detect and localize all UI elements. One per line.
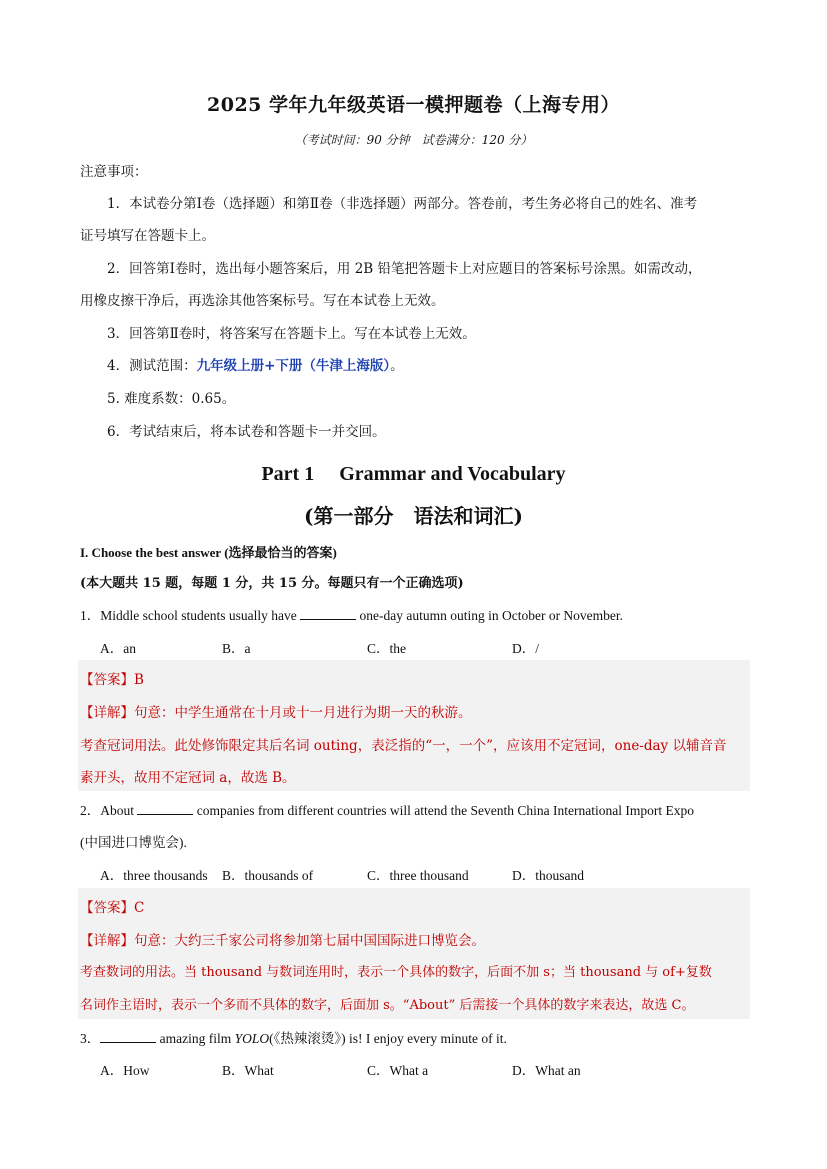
question-1-answer: 【答案】B (80, 672, 144, 688)
exam-info: （考试时间：90 分钟 试卷满分：120 分） (294, 133, 533, 147)
question-1-option-b: B．a (222, 641, 251, 656)
part-title: Part 1 Grammar and Vocabulary (261, 463, 566, 485)
question-2-option-c: C．three thousand (367, 868, 469, 883)
question-1-stem (80, 604, 623, 624)
question-3-text-c: (《热辣滚烫》) is! I enjoy every minute of it. (269, 1031, 507, 1046)
notice-item-1b: 证号填写在答题卡上。 (80, 228, 215, 244)
question-2-text-a: 2．About (80, 803, 138, 818)
notice-item-3: 3．回答第Ⅱ卷时，将答案写在答题卡上。写在本试卷上无效。 (107, 326, 476, 342)
question-3-option-c: C．What a (367, 1063, 429, 1078)
question-3-stem (80, 1027, 507, 1047)
question-2-text-b: companies from different countries will attend the Seventh China International Import Expo (193, 803, 694, 818)
question-3-option-b: B．What (222, 1063, 274, 1078)
notice-item-4-prefix: 4．测试范围： (107, 358, 197, 374)
section-title: I. Choose the best answer (选择最恰当的答案) (80, 545, 337, 560)
question-2-detail-2: 考查数词的用法。当 thousand 与数词连用时，表示一个具体的数字，后面不加 s；当 thousand 与 of+复数 (80, 965, 712, 980)
question-1-detail-1: 【详解】句意：中学生通常在十月或十一月进行为期一天的秋游。 (80, 705, 472, 721)
question-2-option-b: B．thousands of (222, 868, 314, 883)
notice-item-4 (107, 356, 777, 376)
question-2-detail-1: 【详解】句意：大约三千家公司将参加第七届中国国际进口博览会。 (80, 933, 485, 949)
part-subtitle: (第一部分 语法和词汇) (304, 504, 523, 528)
answer-blank (300, 607, 356, 620)
notice-item-4-suffix: 。 (390, 358, 404, 374)
notice-item-1a: 1．本试卷分第Ⅰ卷（选择题）和第Ⅱ卷（非选择题）两部分。答卷前，考生务必将自己的姓名、准考 (107, 196, 698, 212)
notice-heading: 注意事项： (80, 164, 148, 180)
question-1-option-c: C．the (367, 641, 406, 656)
test-range: 九年级上册+下册（牛津上海版） (196, 358, 391, 374)
answer-blank (137, 802, 193, 815)
question-1-detail-2: 考查冠词用法。此处修饰限定其后名词 outing，表泛指的“一，一个”，应该用不定冠词，one-day 以辅音音 (80, 738, 727, 754)
section-instructions: (本大题共 15 题，每题 1 分，共 15 分。每题只有一个正确选项) (80, 576, 464, 591)
notice-item-2a: 2．回答第Ⅰ卷时，选出每小题答案后，用 2B 铅笔把答题卡上对应题目的答案标号涂黑。如需改动， (107, 261, 702, 277)
question-1-option-a: A．an (100, 641, 136, 656)
question-3-option-a: A．How (100, 1063, 150, 1078)
question-1-option-d: D．/ (512, 641, 539, 656)
notice-item-2b: 用橡皮擦干净后，再选涂其他答案标号。写在本试卷上无效。 (80, 293, 445, 309)
question-3-text-a: 3． (80, 1031, 101, 1046)
notice-item-6: 6．考试结束后，将本试卷和答题卡一并交回。 (107, 424, 386, 440)
question-1-text-b: one-day autumn outing in October or November. (356, 608, 624, 623)
film-title: YOLO (234, 1031, 270, 1046)
page-title: 2025 学年九年级英语一模押题卷（上海专用） (207, 94, 620, 116)
question-1-text-a: 1．Middle school students usually have (80, 608, 301, 623)
question-2-detail-3: 名词作主语时，表示一个多而不具体的数字，后面加 s。“About” 后需接一个具体的数字来表达，故选 C。 (80, 998, 695, 1013)
question-1-detail-3: 素开头，故用不定冠词 a，故选 B。 (80, 770, 296, 786)
question-2-answer: 【答案】C (80, 900, 145, 916)
notice-item-5: 5. 难度系数：0.65。 (107, 391, 236, 407)
question-2-stem (80, 799, 694, 819)
answer-blank (100, 1030, 156, 1043)
question-3-option-d: D．What an (512, 1063, 581, 1078)
question-2-option-d: D．thousand (512, 868, 584, 883)
question-2-stem-line-2: (中国进口博览会). (80, 835, 187, 850)
question-2-option-a: A．three thousands (100, 868, 208, 883)
question-3-text-b: amazing film (156, 1031, 235, 1046)
